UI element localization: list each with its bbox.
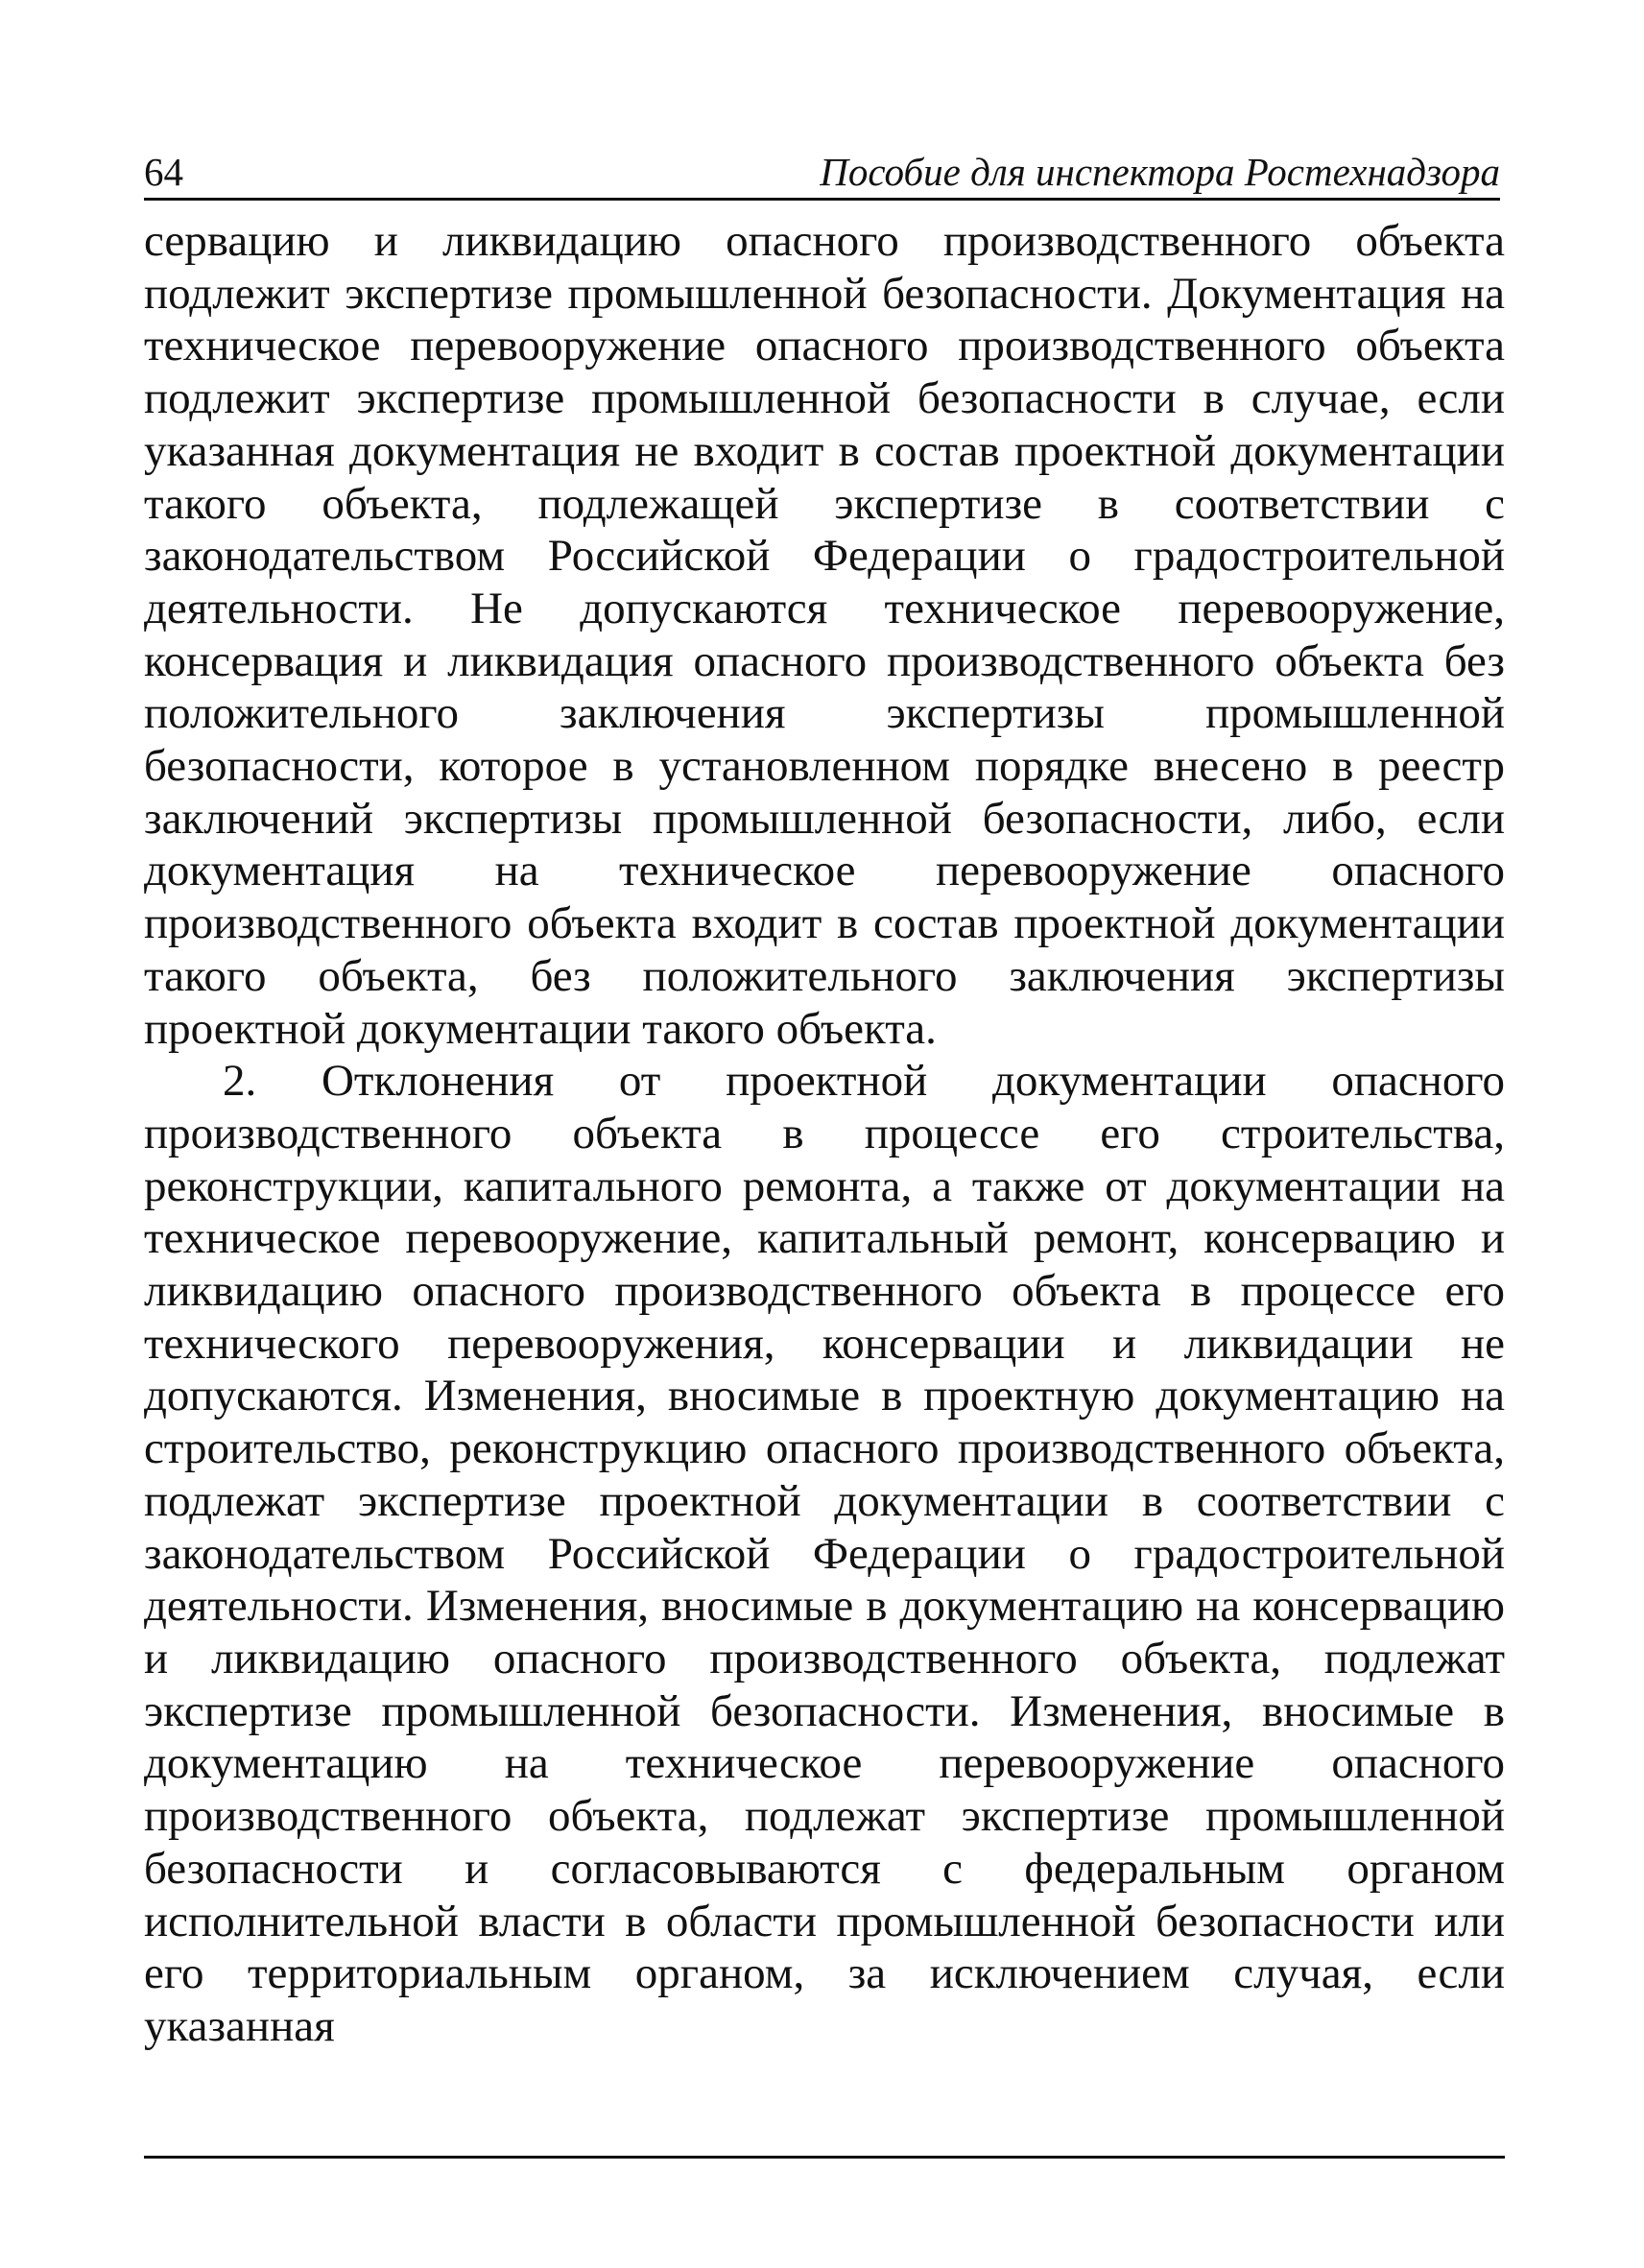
- page-number: 64: [144, 150, 183, 194]
- running-title: Пособие для инспектора Ростехнадзора: [820, 150, 1500, 194]
- paragraph-item-2: 2. Отклонения от проектной документации опасного производственного объекта в процессе его строительства, реконструкции, капитального ремонта, а также от документации на техническое перевооружение, капитальный ремонт, консервацию и ликвидацию опасного производственного объекта в процессе его технического перевооружения, консервации и ликвидации не допускаются. Изменения, вносимые в проектную документацию на строительство, реконструкцию опасного производственного объекта, подлежат экспертизе проектной документации в соответствии с законодательством Российской Федерации о градостроительной деятельности. Изменения, вносимые в документацию на консервацию и ликвидацию опасного производственного объекта, подлежат экспертизе промышленной безопасности. Изменения, вносимые в документацию на техническое перевооружение опасного производственного объекта, подлежат экспертизе промышленной безопасности и согласовываются с федеральным органом исполнительной власти в области промышленной безопасности или его территориальным органом, за исключением случая, если указанная: [144, 1056, 1505, 2051]
- paragraph-continuation: сервацию и ликвидацию опасного производственного объекта подлежит экспертизе промышленной безопасности. Документация на техническое перевооружение опасного производственного объекта подлежит экспертизе промышленной безопасности в случае, если указанная документация не входит в состав проектной документации такого объекта, подлежащей экспертизе в соответствии с законодательством Российской Федерации о градостроительной деятельности. Не допускаются техническое перевооружение, консервация и ликвидация опасного производственного объекта без положительного заключения экспертизы промышленной безопасности, которое в установленном порядке внесено в реестр заключений экспертизы промышленной безопасности, либо, если документация на техническое перевооружение опасного производственного объекта входит в состав проектной документации такого объекта, без положительного заключения экспертизы проектной документации такого объекта.: [144, 216, 1505, 1054]
- body-text: [144, 215, 1505, 2053]
- page-header: [144, 142, 1500, 201]
- footer-rule: [144, 2156, 1505, 2159]
